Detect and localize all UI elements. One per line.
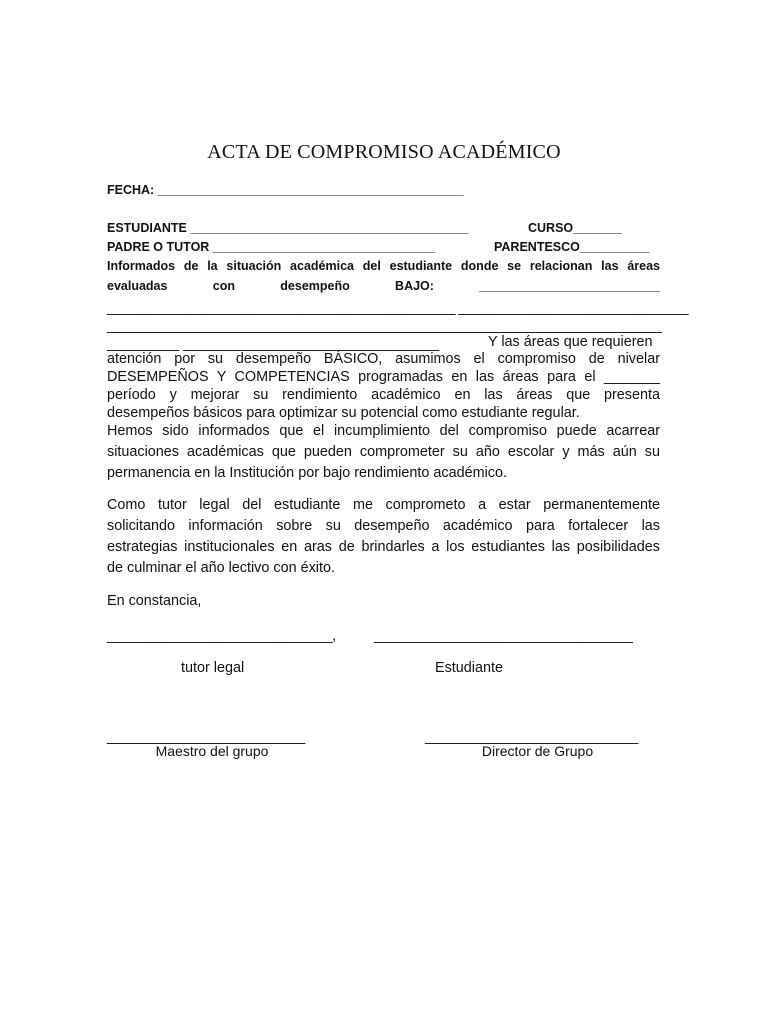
curso-line: CURSO_______: [528, 221, 622, 235]
signature-line-director: ____________________________: [425, 729, 638, 745]
blank-line-2: ______________________________________________________________________________: [107, 318, 662, 334]
padre-tutor-line: PADRE O TUTOR ________________________________: [107, 240, 436, 254]
basic-line-5: desempeños básicos para optimizar su potencial como estudiante regular.: [107, 405, 580, 421]
signature-line-estudiante: __________________________________: [374, 628, 633, 644]
signature-label-director: Director de Grupo: [481, 743, 594, 759]
informados-line-2: evaluadas con desempeño BAJO: __________________________: [107, 279, 660, 293]
tutor-line-3: estrategias institucionales en aras de brindarles a los estudiantes las posibilidades: [107, 539, 660, 555]
parentesco-line: PARENTESCO__________: [494, 240, 650, 254]
blank-line-1: _______________________________________________ _______________________________: [107, 300, 688, 316]
informados-line-1: Informados de la situación académica del estudiante donde se relacionan las áreas: [107, 259, 660, 273]
signature-line-tutor: ______________________________,: [107, 628, 336, 644]
hemos-line-3: permanencia en la Institución por bajo rendimiento académico.: [107, 465, 507, 481]
basic-line-3: DESEMPEÑOS Y COMPETENCIAS programadas en las áreas para el _______: [107, 369, 660, 385]
signature-line-maestro: __________________________: [107, 729, 305, 745]
constancia-text: En constancia,: [107, 593, 202, 609]
basic-line-2: atención por su desempeño BÁSICO, asumimos el compromiso de nivelar: [107, 351, 660, 367]
estudiante-line: ESTUDIANTE ________________________________________: [107, 221, 469, 235]
signature-label-tutor: tutor legal: [181, 660, 245, 676]
document-title: ACTA DE COMPROMISO ACADÉMICO: [207, 141, 561, 163]
tutor-line-2: solicitando información sobre su desempeño académico para fortalecer las: [107, 518, 660, 534]
signature-label-estudiante: Estudiante: [435, 660, 504, 676]
basic-line-1: Y las áreas que requieren: [488, 334, 653, 350]
basic-line-4: período y mejorar su rendimiento académico en las áreas que presenta: [107, 387, 660, 403]
hemos-line-1: Hemos sido informados que el incumplimiento del compromiso puede acarrear: [107, 423, 660, 439]
hemos-line-2: situaciones académicas que pueden comprometer su año escolar y más aún su: [107, 444, 660, 460]
tutor-line-1: Como tutor legal del estudiante me comprometo a estar permanentemente: [107, 497, 660, 513]
tutor-line-4: de culminar el año lectivo con éxito.: [107, 560, 335, 576]
fecha-line: FECHA: ____________________________________________: [107, 183, 464, 197]
signature-label-maestro: Maestro del grupo: [155, 743, 269, 759]
blank-line-3: _________ ________________________________: [107, 336, 440, 352]
